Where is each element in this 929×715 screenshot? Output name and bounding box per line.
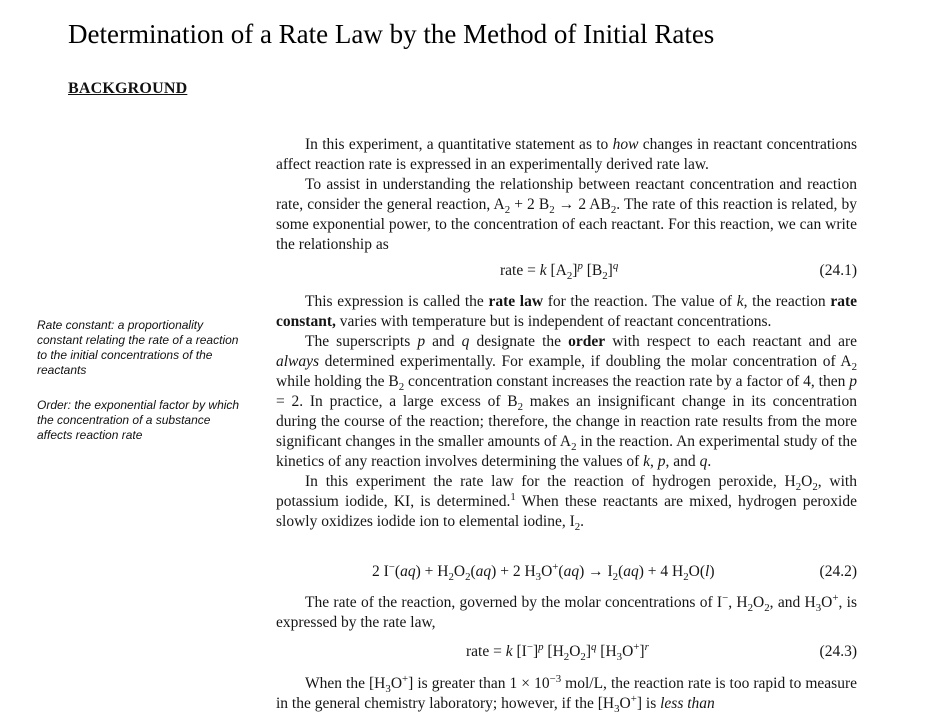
text-block-intro [276, 135, 857, 255]
page-title: Determination of a Rate Law by the Method of Initial Rates [68, 19, 715, 49]
section-heading-background: BACKGROUND [68, 80, 188, 97]
text-block-rate-law [276, 292, 857, 532]
equation-24-2-expression: 2 $I^-(aq) + H_2O_2(aq) + 2$ $H_3O^+(aq) \to I_2(aq) + 4$ $H_2O(l)$ [372, 560, 715, 584]
paragraph-experiment: In this experiment the rate law for the reaction of hydrogen peroxide, $H_2O_2$, with potassium iodide, KI, is determined.$^1$ When these reactants are mixed, hydrogen peroxide slowly oxidizes iodide ion to elemental iodine, $I_2$. [276, 473, 857, 534]
text-block-hydronium [276, 674, 857, 714]
paragraph-order: The superscripts p and q designate the order with respect to each reactant and are always determined experimentally. For example, if doubling the molar concentration of $A_2$ while holding the $B_2$ concentration constant increases the reaction rate by a factor of 4, then p = 2. In practice, a large excess of $B_2$ makes an insignificant change in its concentration during the course of the reaction; therefore, the change in reaction rate results from the more significant changes in the smaller amounts of $A_2$ in the reaction. An experimental study of the kinetics of any reaction involves determining the values of k, p, and q. [276, 333, 858, 470]
paragraph-general-reaction: To assist in understanding the relationship between reactant concentration and reaction rate, consider the general reaction, $A_2 + 2$ $B_2 \to 2$ $AB_2$. The rate of this reaction is related, by some exponential power, to the concentration of each reactant. For this reaction, we can write the relationship as [276, 176, 857, 253]
margin-note-rate-constant: Rate constant: a proportionality constant relating the rate of a reaction to the initial concentrations of the reactants [37, 318, 239, 377]
equation-24-3-number: (24.3) [819, 643, 857, 660]
equation-24-1-expression: rate = k $[A_2]^p$ $[B_2]^q$ [500, 259, 619, 283]
paragraph-intro: In this experiment, a quantitative statement as to how changes in reactant concentrations affect reaction rate is expressed in an experimentally derived rate law. [276, 136, 857, 173]
text-block-rate-governed [276, 593, 857, 633]
equation-24-1-number: (24.1) [819, 262, 857, 279]
equation-24-2 [276, 561, 857, 583]
equation-24-2-number: (24.2) [819, 563, 857, 580]
equation-24-1 [276, 260, 857, 282]
equation-24-3 [276, 641, 857, 663]
paragraph-hydronium: When the $[H_3O^+]$ is greater than $1 \times 10^{-3}$ mol/L, the reaction rate is too rapid to measure in the general chemistry laboratory; however, if the $[H_3O^+]$ is less than [276, 672, 857, 715]
margin-note-order: Order: the exponential factor by which the concentration of a substance affects reaction rate [37, 398, 240, 442]
equation-24-3-expression: rate = k $[I^-]^p$ $[H_2O_2]^q$ $[H_3O^+]^r$ [466, 640, 649, 664]
paragraph-rate-law: This expression is called the rate law for the reaction. The value of k, the reaction rate constant, varies with temperature but is independent of reactant concentrations. [276, 293, 858, 330]
paragraph-rate-governed: The rate of the reaction, governed by the molar concentrations of I−, $H_2O_2$, and $H_3O^+$, is expressed by the rate law, [276, 591, 858, 631]
